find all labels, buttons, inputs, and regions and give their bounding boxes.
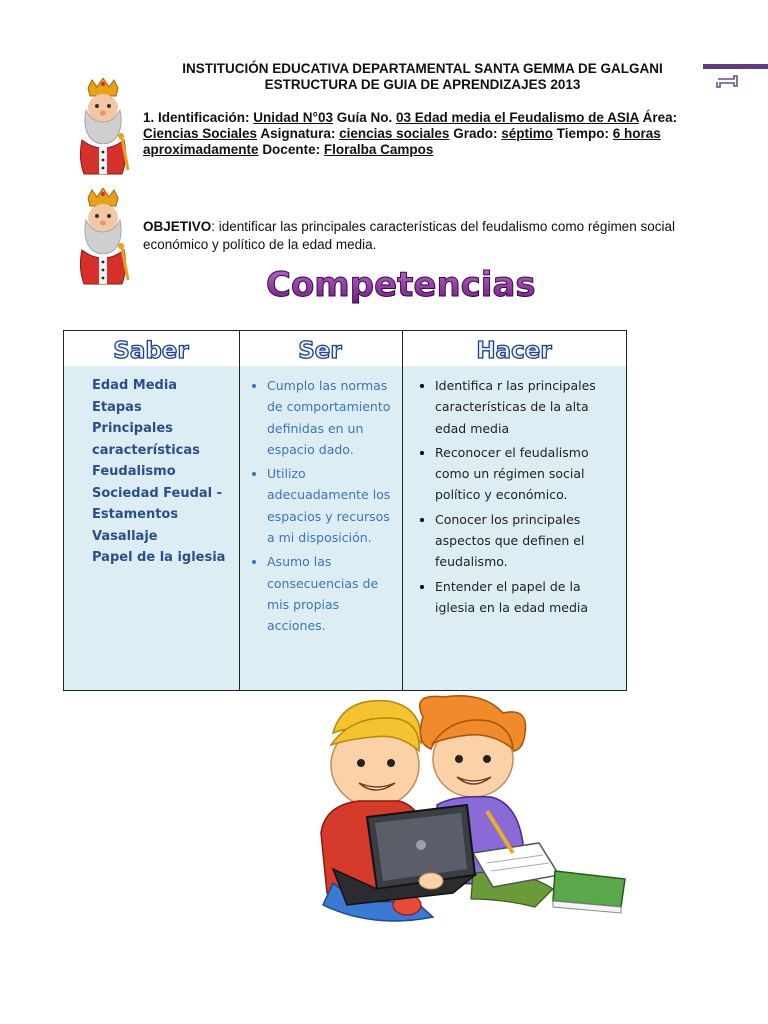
- hacer-list: [402, 371, 626, 618]
- objective-label: OBJETIVO: [143, 219, 212, 234]
- king-illustration: [70, 78, 136, 176]
- saber-item: Etapas: [92, 399, 142, 415]
- guia-label: Guía No.: [336, 110, 393, 125]
- hacer-column: [402, 331, 626, 690]
- asignatura-value: ciencias sociales: [339, 126, 450, 141]
- saber-column: [64, 331, 240, 690]
- asignatura-label: Asignatura:: [260, 126, 336, 141]
- ser-item: • Asumo las consecuencias de mis propias acciones.: [267, 551, 396, 636]
- tiempo-value: 6 horas aproximadamente: [143, 126, 661, 157]
- king-illustration: [70, 188, 136, 286]
- area-label: Área:: [642, 110, 678, 125]
- unidad-value: Unidad N°03: [253, 110, 333, 125]
- saber-item: características: [92, 442, 200, 458]
- docente-value: Floralba Campos: [323, 142, 434, 157]
- competencies-table: [63, 330, 627, 691]
- page-marker-bar: [703, 64, 768, 69]
- identification-block: [143, 110, 698, 158]
- bookmark-tab-icon: [716, 75, 738, 89]
- objective-paragraph: [143, 218, 698, 254]
- hacer-item: • Conocer los principales aspectos que definen el feudalismo.: [435, 509, 620, 573]
- saber-header: [64, 331, 239, 366]
- grado-label: Grado:: [453, 126, 498, 141]
- ser-column: [239, 331, 403, 690]
- saber-item: Estamentos: [92, 507, 179, 522]
- ser-item: • Utilizo adecuadamente los espacios y recursos a mi disposición.: [267, 463, 396, 548]
- docente-label: Docente:: [262, 142, 321, 157]
- hacer-item: • Identifica r las principales características de la alta edad media: [435, 375, 620, 439]
- saber-item: Sociedad Feudal -: [92, 485, 223, 501]
- competencias-title-text: Competencias: [266, 265, 536, 305]
- grado-value: séptimo: [501, 126, 553, 141]
- saber-item: Feudalismo: [92, 464, 176, 479]
- saber-item: Papel de la iglesia: [92, 550, 226, 565]
- saber-item: Edad Media: [92, 378, 178, 393]
- institution-name: INSTITUCIÓN EDUCATIVA DEPARTAMENTAL SANTA GEMMA DE GALGANI: [182, 61, 663, 76]
- document-header: [150, 61, 695, 93]
- area-value: Ciencias Sociales: [143, 126, 258, 141]
- identification-label: 1. Identificación:: [143, 110, 250, 125]
- tiempo-label: Tiempo:: [556, 126, 610, 141]
- ser-header-text: Ser: [298, 338, 342, 364]
- hacer-header-text: Hacer: [476, 338, 552, 364]
- competencias-title: [264, 262, 584, 306]
- saber-header-text: Saber: [113, 338, 189, 364]
- ser-item: • Cumplo las normas de comportamiento definidas en un espacio dado.: [267, 375, 396, 460]
- ser-list: [239, 371, 402, 637]
- children-laptop-illustration: [303, 693, 631, 929]
- guide-structure-title: ESTRUCTURA DE GUIA DE APRENDIZAJES 2013: [264, 77, 581, 92]
- saber-item: Vasallaje: [92, 528, 158, 544]
- saber-list: [64, 371, 239, 569]
- hacer-header: [402, 331, 626, 366]
- guia-value: 03 Edad media el Feudalismo de ASIA: [396, 110, 639, 125]
- ser-header: [239, 331, 402, 366]
- objective-text: : identificar las principales características del feudalismo como régimen social económico y político de la edad media.: [143, 219, 675, 252]
- hacer-item: • Reconocer el feudalismo como un régimen social político y económico.: [435, 442, 620, 506]
- saber-item: Principales: [92, 421, 173, 436]
- hacer-item: • Entender el papel de la iglesia en la edad media: [435, 576, 620, 619]
